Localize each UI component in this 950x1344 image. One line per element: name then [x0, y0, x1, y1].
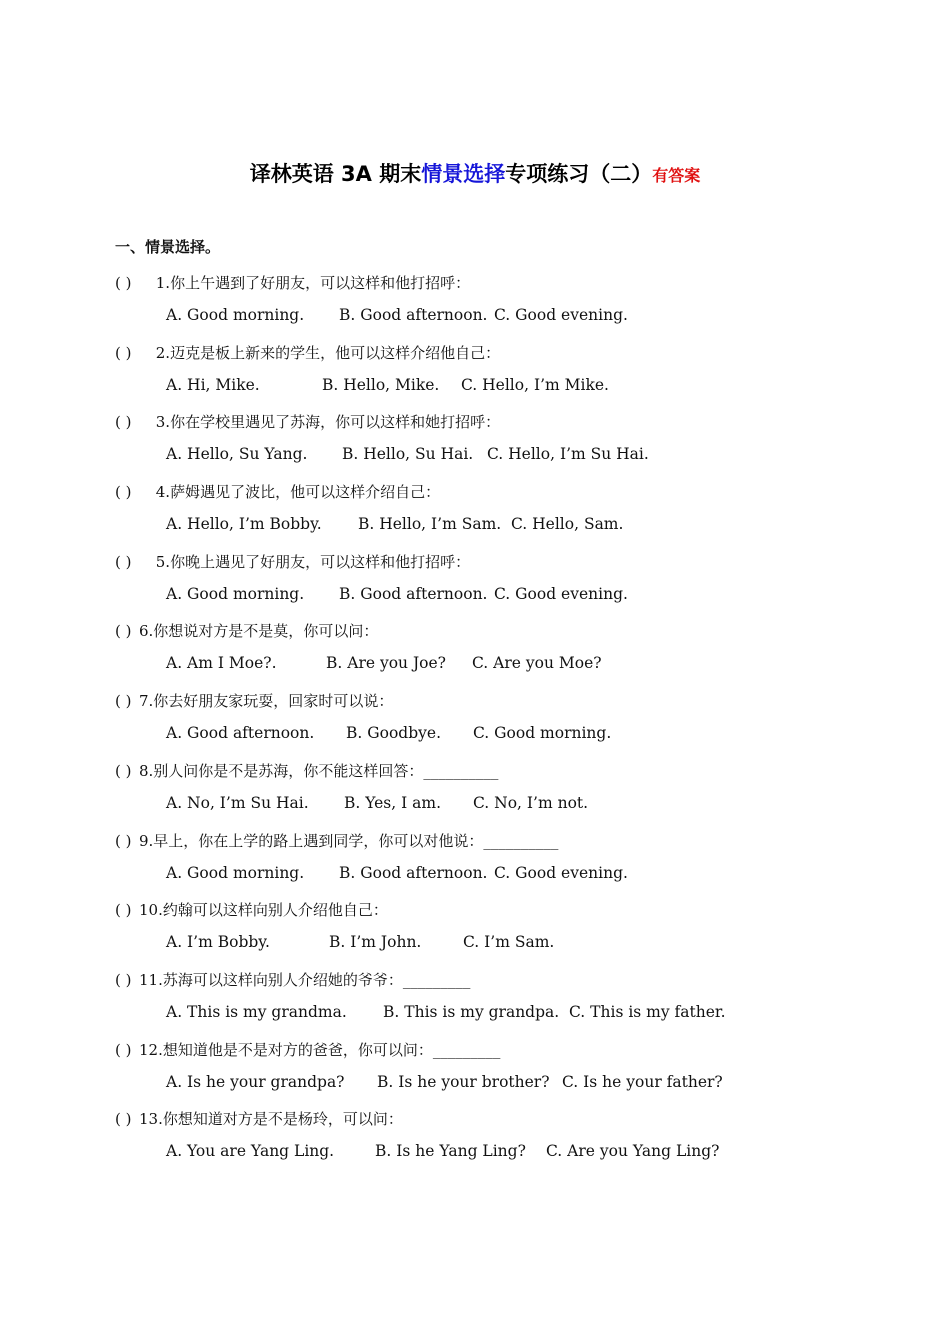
- option-c[interactable]: C. Hello, Sam.: [511, 515, 624, 534]
- option-b[interactable]: B. Good afternoon.: [339, 584, 488, 603]
- option-b[interactable]: B. I’m John.: [329, 933, 422, 952]
- option-b[interactable]: B. Yes, I am.: [344, 793, 442, 812]
- option-a[interactable]: A. Hello, Su Yang.: [166, 445, 308, 464]
- question-item: [115, 616, 835, 686]
- option-a[interactable]: A. You are Yang Ling.: [166, 1142, 335, 1161]
- option-a[interactable]: A. Good afternoon.: [166, 724, 315, 743]
- question-prompt: 12.想知道他是不是对方的爸爸，你可以问：_________: [139, 1040, 501, 1059]
- options-row: [115, 786, 835, 826]
- option-c[interactable]: C. Good morning.: [473, 724, 612, 743]
- options-row: [115, 507, 835, 547]
- answer-blank[interactable]: ( ): [115, 1110, 132, 1129]
- question-line: [115, 895, 835, 925]
- question-prompt: 6.你想说对方是不是莫，你可以问：: [139, 622, 379, 641]
- option-c[interactable]: C. No, I’m not.: [473, 793, 589, 812]
- question-item: [115, 895, 835, 965]
- title-part-1: 译林英语 3A 期末: [249, 162, 422, 186]
- question-prompt: 4.萨姆遇见了波比，他可以这样介绍自己：: [151, 483, 441, 502]
- option-a[interactable]: A. Hi, Mike.: [166, 375, 260, 394]
- answer-blank[interactable]: ( ): [115, 901, 132, 920]
- option-a[interactable]: A. No, I’m Su Hai.: [166, 793, 309, 812]
- question-prompt: 10.约翰可以这样向别人介绍他自己：: [139, 901, 388, 920]
- question-item: [115, 756, 835, 826]
- answer-blank[interactable]: ( ): [115, 343, 132, 362]
- question-line: [115, 756, 835, 786]
- option-b[interactable]: B. This is my grandpa.: [383, 1002, 560, 1021]
- question-line: [115, 686, 835, 716]
- question-line: [115, 616, 835, 646]
- option-b[interactable]: B. Are you Joe?: [326, 654, 446, 673]
- option-a[interactable]: A. I’m Bobby.: [166, 933, 270, 952]
- option-c[interactable]: C. Is he your father?: [562, 1072, 723, 1091]
- option-c[interactable]: C. Good evening.: [494, 306, 628, 324]
- option-a[interactable]: A. Am I Moe?.: [166, 654, 277, 673]
- options-row: [115, 1065, 835, 1105]
- question-item: [115, 1035, 835, 1105]
- question-line: [115, 965, 835, 995]
- option-c[interactable]: C. This is my father.: [569, 1002, 726, 1021]
- options-row: [115, 995, 835, 1035]
- question-prompt: 1.你上午遇到了好朋友，可以这样和他打招呼：: [151, 274, 471, 292]
- question-item: [115, 1104, 835, 1174]
- option-b[interactable]: B. Hello, Su Hai.: [342, 445, 474, 464]
- answer-blank[interactable]: ( ): [115, 692, 132, 711]
- question-item: [115, 338, 835, 408]
- options-row: [115, 856, 835, 896]
- question-item: [115, 965, 835, 1035]
- question-item: [115, 407, 835, 477]
- question-item: [115, 477, 835, 547]
- options-row: [115, 1134, 835, 1174]
- title-part-3: 专项练习（二）: [505, 162, 653, 186]
- question-item: [115, 686, 835, 756]
- answer-blank[interactable]: ( ): [115, 552, 132, 571]
- option-b[interactable]: B. Good afternoon.: [339, 306, 488, 324]
- question-line: [115, 547, 835, 577]
- question-prompt: 7.你去好朋友家玩耍，回家时可以说：: [139, 692, 394, 711]
- option-a[interactable]: A. Hello, I’m Bobby.: [166, 515, 322, 534]
- question-item: [115, 826, 835, 896]
- options-row: [115, 646, 835, 686]
- question-prompt: 13.你想知道对方是不是杨玲，可以问：: [139, 1110, 403, 1129]
- options-row: [115, 925, 835, 965]
- option-a[interactable]: A. Good morning.: [166, 306, 305, 324]
- option-c[interactable]: C. Are you Moe?: [472, 654, 602, 673]
- options-row: [115, 298, 835, 338]
- page-title: [0, 158, 950, 188]
- option-a[interactable]: A. Good morning.: [166, 863, 305, 882]
- options-row: [115, 577, 835, 617]
- options-row: [115, 716, 835, 756]
- option-c[interactable]: C. Hello, I’m Mike.: [461, 375, 609, 394]
- option-a[interactable]: A. Good morning.: [166, 584, 305, 603]
- option-b[interactable]: B. Hello, I’m Sam.: [358, 515, 502, 534]
- question-item: [115, 268, 835, 338]
- options-row: [115, 437, 835, 477]
- option-b[interactable]: B. Good afternoon.: [339, 863, 488, 882]
- question-line: [115, 407, 835, 437]
- option-c[interactable]: C. Good evening.: [494, 584, 628, 603]
- option-a[interactable]: A. This is my grandma.: [166, 1002, 347, 1021]
- question-prompt: 11.苏海可以这样向别人介绍她的爷爷：_________: [139, 970, 471, 989]
- answer-blank[interactable]: ( ): [115, 274, 132, 292]
- question-line: [115, 477, 835, 507]
- answer-blank[interactable]: ( ): [115, 761, 132, 780]
- question-line: [115, 268, 835, 298]
- answer-tag: 有答案: [652, 166, 701, 185]
- question-prompt: 2.迈克是板上新来的学生，他可以这样介绍他自己：: [151, 343, 501, 362]
- option-c[interactable]: C. Are you Yang Ling?: [546, 1142, 720, 1161]
- option-c[interactable]: C. Good evening.: [494, 863, 628, 882]
- option-a[interactable]: A. Is he your grandpa?: [166, 1072, 345, 1091]
- option-b[interactable]: B. Is he Yang Ling?: [375, 1142, 526, 1161]
- question-prompt: 3.你在学校里遇见了苏海，你可以这样和她打招呼：: [151, 413, 501, 432]
- option-c[interactable]: C. I’m Sam.: [463, 933, 555, 952]
- question-item: [115, 547, 835, 617]
- answer-blank[interactable]: ( ): [115, 413, 132, 432]
- answer-blank[interactable]: ( ): [115, 831, 132, 850]
- section-heading: 一、情景选择。: [115, 238, 221, 256]
- title-highlight: 情景选择: [421, 162, 506, 186]
- options-row: [115, 368, 835, 408]
- question-line: [115, 338, 835, 368]
- answer-blank[interactable]: ( ): [115, 622, 132, 641]
- question-prompt: 8.别人问你是不是苏海，你不能这样回答：__________: [139, 761, 499, 780]
- question-prompt: 9.早上，你在上学的路上遇到同学，你可以对他说：__________: [139, 831, 559, 850]
- question-line: [115, 1104, 835, 1134]
- option-c[interactable]: C. Hello, I’m Su Hai.: [487, 445, 649, 464]
- option-b[interactable]: B. Hello, Mike.: [322, 375, 440, 394]
- option-b[interactable]: B. Goodbye.: [346, 724, 441, 743]
- question-list: [115, 268, 835, 1174]
- option-b[interactable]: B. Is he your brother?: [377, 1072, 550, 1091]
- answer-blank[interactable]: ( ): [115, 483, 132, 502]
- question-prompt: 5.你晚上遇见了好朋友，可以这样和他打招呼：: [151, 552, 471, 571]
- question-line: [115, 1035, 835, 1065]
- answer-blank[interactable]: ( ): [115, 970, 132, 989]
- question-line: [115, 826, 835, 856]
- answer-blank[interactable]: ( ): [115, 1040, 132, 1059]
